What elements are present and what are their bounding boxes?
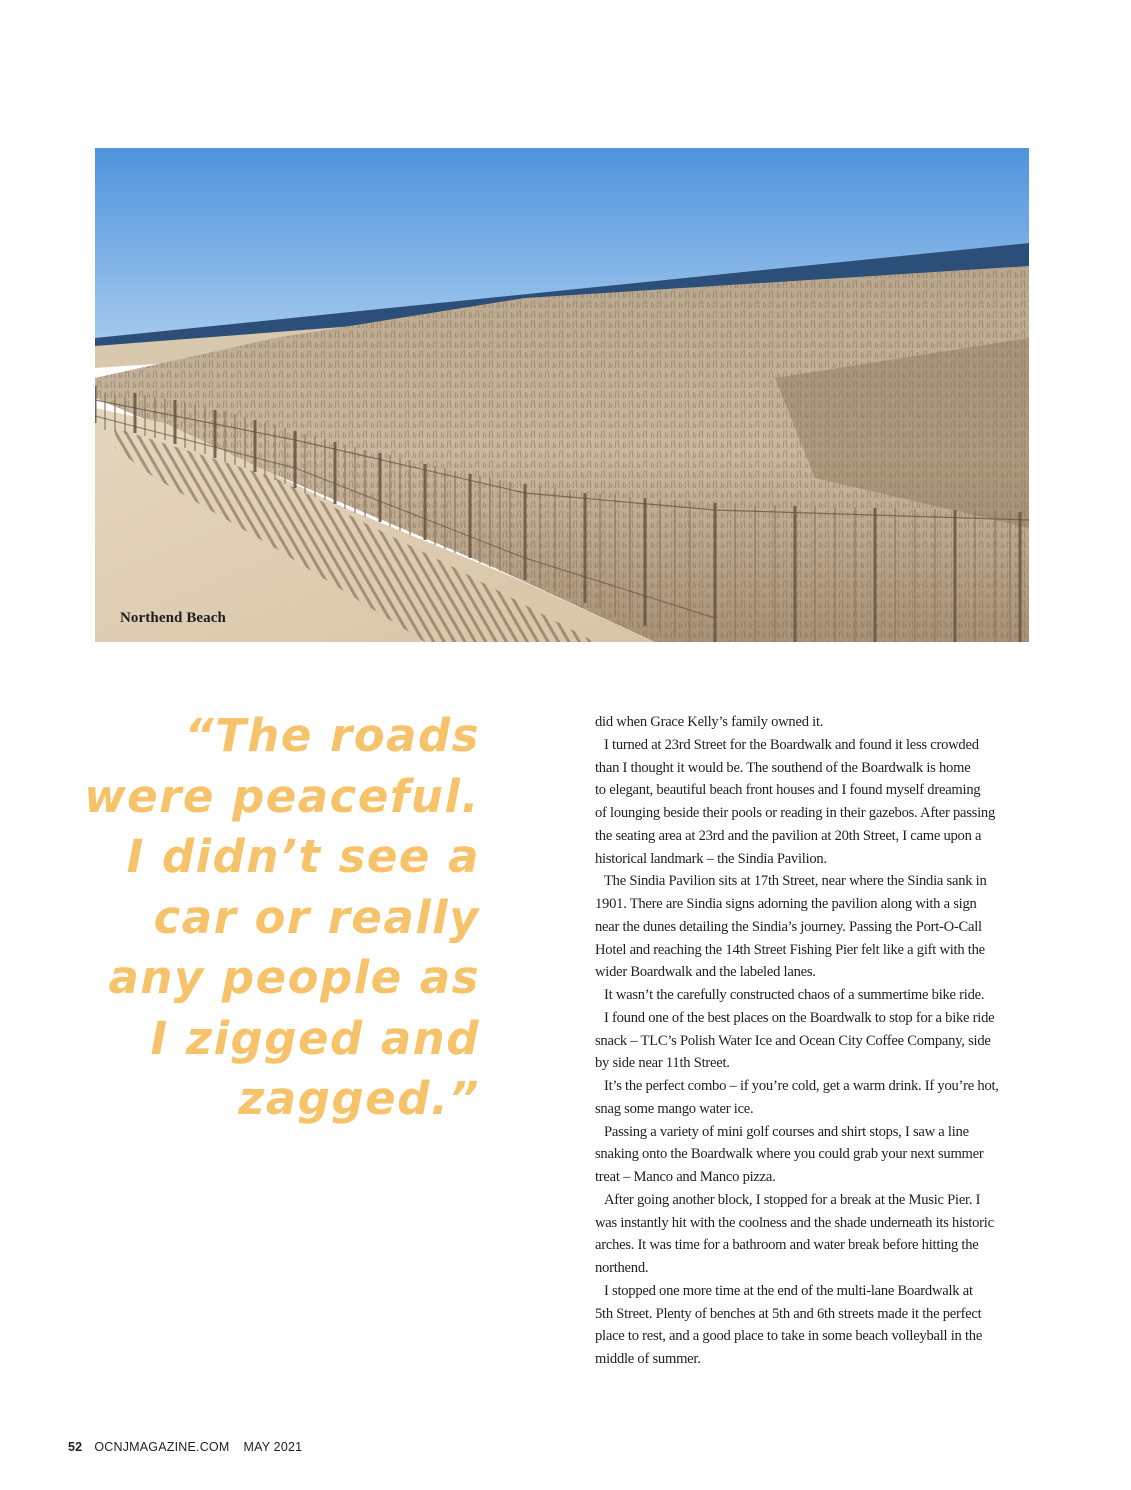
article-line: than I thought it would be. The southend of the Boardwalk is home [595,759,971,776]
article-line: Passing a variety of mini golf courses and shirt stops, I saw a line [604,1123,969,1140]
article-line: wider Boardwalk and the labeled lanes. [595,964,816,981]
article-line: place to rest, and a good place to take in some beach volleyball in the [595,1328,983,1345]
article-line: Hotel and reaching the 14th Street Fishing Pier felt like a gift with the [595,941,985,958]
article-line: I turned at 23rd Street for the Boardwalk and found it less crowded [604,736,979,753]
article-line: did when Grace Kelly’s family owned it. [595,714,824,730]
page-footer [68,1440,316,1454]
photo-caption: Northend Beach [120,610,226,626]
article-line: to elegant, beautiful beach front houses and I found myself dreaming [595,782,981,799]
page-number: 52 [68,1440,83,1454]
article-line: was instantly hit with the coolness and the shade underneath its historic [595,1214,994,1231]
article-line: snaking onto the Boardwalk where you could grab your next summer [595,1146,984,1163]
pull-quote-line: car or really [153,890,480,944]
article-line: 5th Street. Plenty of benches at 5th and 6th streets made it the perfect [595,1305,982,1322]
pull-quote [80,706,480,1130]
beach-dune-fence-photo [95,148,1029,642]
beach-photo [95,148,1029,642]
pull-quote-line: zagged.” [238,1072,480,1125]
article-line: snack – TLC’s Polish Water Ice and Ocean City Coffee Company, side [595,1032,991,1049]
article-line: It’s the perfect combo – if you’re cold, get a warm drink. If you’re hot, [604,1078,999,1094]
pull-quote-line: were peaceful. [84,769,480,823]
article-body [595,711,1035,1371]
issue-date: MAY 2021 [243,1440,303,1454]
pull-quote-line: I didn’t see a [126,830,480,883]
article-line: snag some mango water ice. [595,1100,754,1117]
article-line: northend. [595,1260,649,1276]
article-line: historical landmark – the Sindia Pavilion. [595,850,827,867]
article-line: The Sindia Pavilion sits at 17th Street, near where the Sindia sank in [604,873,987,890]
article-line: near the dunes detailing the Sindia’s journey. Passing the Port-O-Call [595,918,982,935]
article-line: of lounging beside their pools or reading in their gazebos. After passing [595,805,996,821]
article-line: treat – Manco and Manco pizza. [595,1169,776,1185]
article-line: the seating area at 23rd and the pavilion at 20th Street, I came upon a [595,827,982,844]
pull-quote-line: any people as [108,951,480,1004]
pull-quote-line: I zigged and [150,1011,480,1065]
article-line: 1901. There are Sindia signs adorning the pavilion along with a sign [595,896,977,912]
article-line: It wasn’t the carefully constructed chaos of a summertime bike ride. [604,987,985,1003]
site-url: OCNJMAGAZINE.COM [94,1440,230,1454]
pull-quote-line: “The roads [184,709,480,762]
article-line: arches. It was time for a bathroom and water break before hitting the [595,1237,979,1254]
article-line: middle of summer. [595,1351,701,1367]
article-line: I found one of the best places on the Boardwalk to stop for a bike ride [604,1009,995,1026]
article-line: by side near 11th Street. [595,1055,730,1072]
article-line: I stopped one more time at the end of the multi-lane Boardwalk at [604,1282,973,1299]
article-line: After going another block, I stopped for a break at the Music Pier. I [604,1191,981,1208]
